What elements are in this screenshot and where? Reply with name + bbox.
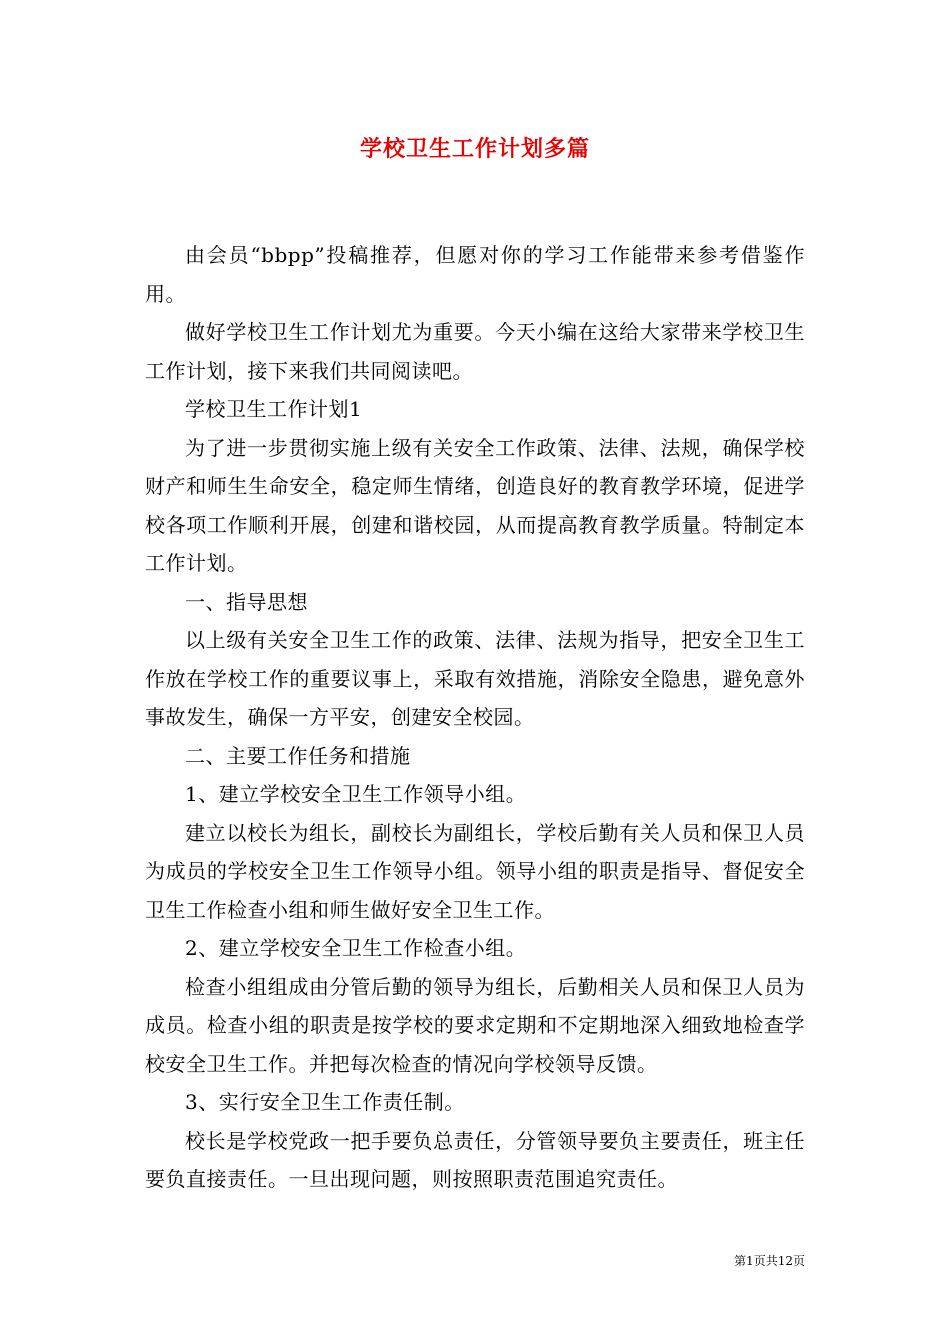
paragraph-intro: 由会员“bbpp”投稿推荐，但愿对你的学习工作能带来参考借鉴作用。 — [145, 243, 805, 306]
footer-current-page: 1 — [746, 1254, 754, 1268]
footer-middle: 页共 — [753, 1254, 778, 1268]
item-heading-responsibility: 3、实行安全卫生工作责任制。 — [185, 1090, 465, 1114]
footer-prefix: 第 — [734, 1254, 747, 1268]
footer-suffix: 页 — [792, 1254, 805, 1268]
page-footer — [734, 1252, 805, 1269]
section-heading-plan-1: 学校卫生工作计划1 — [185, 397, 363, 421]
document-body — [145, 236, 805, 1199]
document-title: 学校卫生工作计划多篇 — [359, 136, 590, 162]
footer-total-pages: 12 — [777, 1254, 793, 1268]
paragraph-purpose: 为了进一步贯彻实施上级有关安全工作政策、法律、法规，确保学校财产和师生生命安全，稳定师生情绪，创造良好的教育教学环境，促进学校各项工作顺利开展，创建和谐校园，从而提高教育教学质量。特制定本工作计划。 — [145, 435, 805, 575]
paragraph-inspection-group: 检查小组组成由分管后勤的领导为组长，后勤相关人员和保卫人员为成员。检查小组的职责是按学校的要求定期和不定期地深入细致地检查学校安全卫生工作。并把每次检查的情况向学校领导反馈。 — [145, 974, 805, 1076]
section-heading-main-tasks: 二、主要工作任务和措施 — [185, 743, 411, 768]
paragraph-guiding-thought: 以上级有关安全卫生工作的政策、法律、法规为指导，把安全卫生工作放在学校工作的重要议事上，采取有效措施，消除安全隐患，避免意外事故发生，确保一方平安，创建安全校园。 — [145, 628, 805, 729]
paragraph-preface: 做好学校卫生工作计划尤为重要。今天小编在这给大家带来学校卫生工作计划，接下来我们共同阅读吧。 — [145, 320, 805, 383]
section-heading-guiding-thought: 一、指导思想 — [185, 589, 308, 614]
item-heading-leadership-group: 1、建立学校安全卫生工作领导小组。 — [185, 782, 527, 806]
paragraph-responsibility: 校长是学校党政一把手要负总责任，分管领导要负主要责任，班主任要负直接责任。一旦出现问题，则按照职责范围追究责任。 — [145, 1128, 805, 1191]
paragraph-leadership-group: 建立以校长为组长，副校长为副组长，学校后勤有关人员和保卫人员为成员的学校安全卫生工作领导小组。领导小组的职责是指导、督促安全卫生工作检查小组和师生做好安全卫生工作。 — [145, 820, 805, 922]
item-heading-inspection-group: 2、建立学校安全卫生工作检查小组。 — [185, 936, 527, 960]
